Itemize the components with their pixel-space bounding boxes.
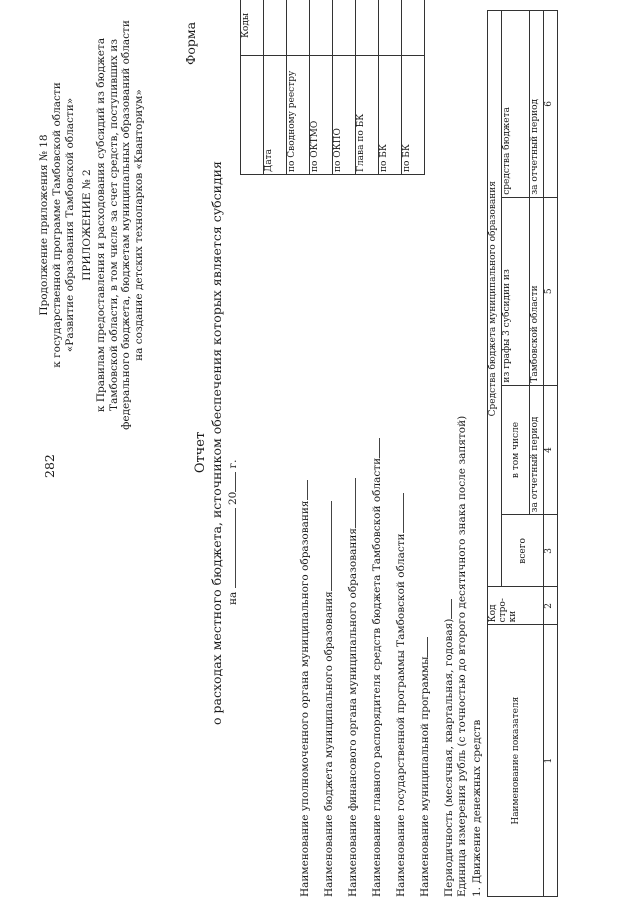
col-total: всего: [502, 515, 544, 587]
col-region: Тамбовской области: [530, 197, 544, 385]
appendix-title: ПРИЛОЖЕНИЕ № 2: [81, 169, 93, 281]
col-indicator: Наименование показателя: [488, 625, 544, 897]
col-period: за отчетный период: [530, 385, 544, 515]
col-num-4: 4: [544, 385, 558, 515]
field-budget-name: Наименование бюджета муниципального образования: [321, 501, 335, 897]
appendix-rules: к Правилам предоставления и расходования субсидий из бюджета Тамбовской области, в том числе за счет средств, поступивших из федерального бюджета, бюджетам муниципальных образований области на создание детских технопарков «Кванториум»: [95, 20, 145, 430]
codes-row: по Сводному реестру: [287, 56, 310, 175]
col-incl: в том числе: [502, 385, 530, 515]
report-title: Отчет: [193, 431, 208, 474]
codes-row: Дата: [264, 56, 287, 175]
field-unit: Единица измерения рубль (с точностью до второго десятичного знака после запятой): [456, 415, 468, 897]
form-label: Форма: [183, 21, 198, 65]
field-financial-body: Наименование финансового органа муниципального образования: [345, 478, 359, 897]
codes-row: по ОКТМО: [310, 56, 333, 175]
header-line-3: «Развитие образования Тамбовской области»: [64, 97, 76, 353]
header-line-2: к государственной программе Тамбовской области: [51, 82, 63, 368]
col-group: Средства бюджета муниципального образования: [488, 11, 502, 587]
field-authorized-body: Наименование уполномоченного органа муниципального образования: [297, 480, 311, 897]
col-period-2: за отчетный период: [530, 11, 544, 198]
codes-row: по ОКПО: [333, 56, 356, 175]
col-from-subsidy: из графы 3 субсидии из: [502, 197, 530, 385]
col-funds: средства бюджета: [502, 11, 530, 198]
funds-table: [487, 10, 558, 897]
col-num-6: 6: [544, 11, 558, 198]
section-title: 1. Движение денежных средств: [471, 719, 483, 897]
page-number: 282: [42, 454, 57, 478]
col-num-2: 2: [544, 587, 558, 625]
codes-row: по БК: [402, 56, 425, 175]
report-subtitle: о расходах местного бюджета, источником обеспечения которых является субсидия: [209, 161, 224, 725]
codes-row: по БК: [379, 56, 402, 175]
codes-table: [240, 0, 425, 175]
field-chief-administrator: Наименование главного распорядителя средств бюджета Тамбовской области: [369, 438, 383, 897]
col-code: Код стро-ки: [488, 587, 544, 625]
field-municipal-program: Наименование муниципальной программы: [417, 637, 431, 897]
col-num-1: 1: [544, 625, 558, 897]
col-num-5: 5: [544, 197, 558, 385]
codes-header: Коды: [241, 0, 264, 56]
codes-row: Глава по БК: [356, 56, 379, 175]
field-state-program: Наименование государственной программы Тамбовской области: [393, 493, 407, 897]
report-date-line: на 20 г.: [227, 459, 239, 605]
col-num-3: 3: [544, 515, 558, 587]
header-line-1: Продолжение приложения № 18: [38, 134, 50, 316]
field-periodicity: Периодичность (месячная, квартальная, годовая): [441, 599, 455, 897]
